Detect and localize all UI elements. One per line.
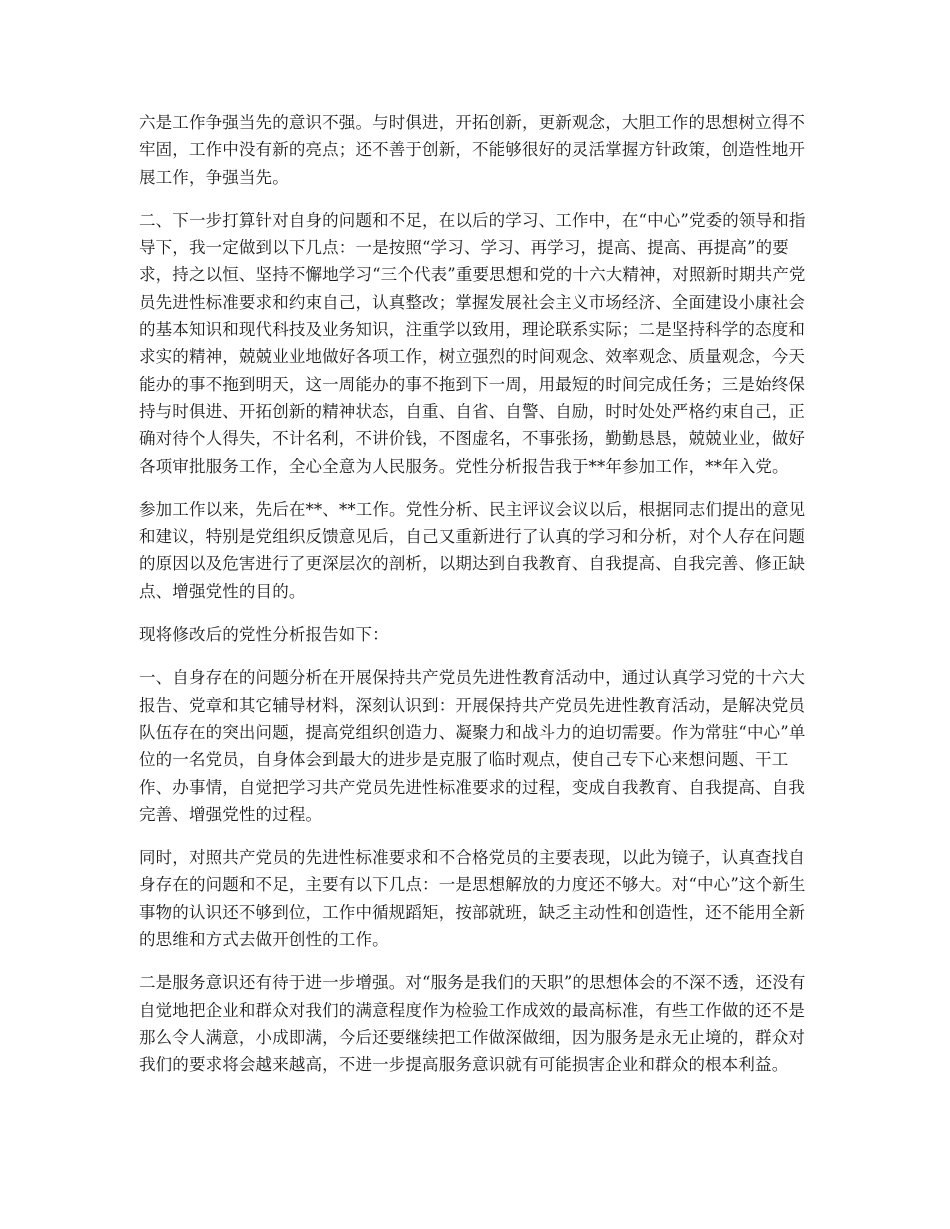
paragraph-problem-analysis: 一、自身存在的问题分析在开展保持共产党员先进性教育活动中，通过认真学习党的十六大报告、党章和其它辅导材料，深刻认识到：开展保持共产党员先进性教育活动，是解决党员队伍存在的突出问题，提高党组织创造力、凝聚力和战斗力的迫切需要。作为常驻“中心”单位的一名党员，自身体会到最大的进步是克服了临时观点，使自己专下心来想问题、干工作、办事情，自觉把学习共产党员先进性标准要求的过程，变成自我教育、自我提高、自我完善、增强党性的过程。 — [139, 668, 806, 824]
paragraph-service-awareness: 二是服务意识还有待于进一步增强。对“服务是我们的天职”的思想体会的不深不透，还没有自觉地把企业和群众对我们的满意程度作为检验工作成效的最高标准，有些工作做的还不是那么令人满意，小成即满，今后还要继续把工作做深做细，因为服务是永无止境的，群众对我们的要求将会越来越高，不进一步提高服务意识就有可能损害企业和群众的根本利益。 — [139, 973, 806, 1075]
paragraph-report-intro: 现将修改后的党性分析报告如下： — [139, 625, 389, 645]
paragraph-self-check: 同时，对照共产党员的先进性标准要求和不合格党员的主要表现，以此为镜子，认真查找自身存在的问题和不足，主要有以下几点：一是思想解放的力度还不够大。对“中心”这个新生事物的认识还不够到位，工作中循规蹈矩，按部就班，缺乏主动性和创造性，还不能用全新的思维和方式去做开创性的工作。 — [139, 848, 806, 950]
paragraph-work-history: 参加工作以来，先后在**、**工作。党性分析、民主评议会议以后，根据同志们提出的意见和建议，特别是党组织反馈意见后，自己又重新进行了认真的学习和分析，对个人存在问题的原因以及危害进行了更深层次的剖析，以期达到自我教育、自我提高、自我完善、修正缺点、增强党性的目的。 — [139, 499, 806, 601]
paragraph-item-six: 六是工作争强当先的意识不强。与时俱进，开拓创新，更新观念，大胆工作的思想树立得不牢固，工作中没有新的亮点；还不善于创新，不能够很好的灵活掌握方针政策，创造性地开展工作，争强当先。 — [139, 113, 805, 187]
paragraph-next-steps: 二、下一步打算针对自身的问题和不足，在以后的学习、工作中，在“中心”党委的领导和指导下，我一定做到以下几点：一是按照“学习、学习、再学习，提高、提高、再提高”的要求，持之以恒、坚持不懈地学习“三个代表”重要思想和党的十六大精神，对照新时期共产党员先进性标准要求和约束自己，认真整改；掌握发展社会主义市场经济、全面建设小康社会的基本知识和现代科技及业务知识，注重学以致用，理论联系实际；二是坚持科学的态度和求实的精神，兢兢业业地做好各项工作，树立强烈的时间观念、效率观念、质量观念，今天能办的事不拖到明天，这一周能办的事不拖到下一周，用最短的时间完成任务；三是始终保持与时俱进、开拓创新的精神状态，自重、自省、自警、自励，时时处处严格约束自己，正确对待个人得失，不计名利，不讲价钱，不图虚名，不事张扬，勤勤恳恳，兢兢业业，做好各项审批服务工作，全心全意为人民服务。党性分析报告我于**年参加工作，**年入党。 — [139, 210, 806, 476]
document-body — [139, 109, 811, 1095]
